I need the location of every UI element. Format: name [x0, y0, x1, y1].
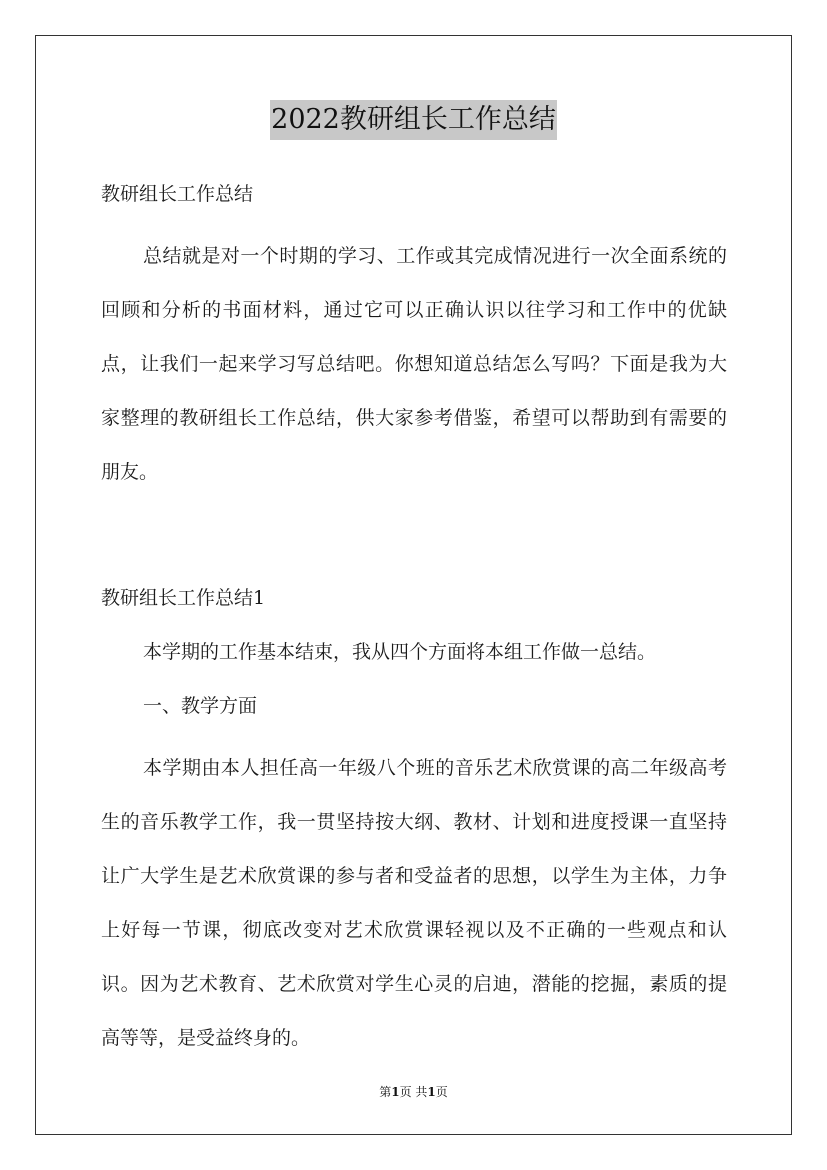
footer-page-suffix: 页 — [435, 1085, 448, 1099]
document-title: 2022教研组长工作总结 — [270, 100, 557, 140]
section1-paragraph: 本学期由本人担任高一年级八个班的音乐艺术欣赏课的高二年级高考生的音乐教学工作，我一贯坚持按大纲、教材、计划和进度授课一直坚持让广大学生是艺术欣赏课的参与者和受益者的思想，以学生为主体，力争上好每一节课，彻底改变对艺术欣赏课轻视以及不正确的一些观点和认识。因为艺术教育、艺术欣赏对学生心灵的启迪，潜能的挖掘，素质的提高等等，是受益终身的。 — [101, 757, 727, 1049]
spacer — [101, 214, 727, 229]
document-body — [101, 175, 727, 1065]
section1-heading: 教研组长工作总结1 — [101, 587, 266, 609]
spacer — [101, 618, 727, 633]
intro-heading: 教研组长工作总结 — [101, 183, 254, 205]
spacer — [101, 499, 727, 579]
section1-opening: 本学期的工作基本结束，我从四个方面将本组工作做一总结。 — [143, 641, 657, 663]
intro-paragraph: 总结就是对一个时期的学习、工作或其完成情况进行一次全面系统的回顾和分析的书面材料，通过它可以正确认识以往学习和工作中的优缺点，让我们一起来学习写总结吧。你想知道总结怎么写吗？下面是我为大家整理的教研组长工作总结，供大家参考借鉴，希望可以帮助到有需要的朋友。 — [101, 245, 727, 483]
footer-page-total: 1 — [427, 1085, 436, 1099]
footer-page-current: 1 — [391, 1085, 400, 1099]
spacer — [101, 726, 727, 741]
footer-page-mid: 页 共 — [399, 1085, 428, 1099]
section1-subheading: 一、教学方面 — [143, 695, 258, 717]
page-footer — [0, 1083, 827, 1101]
spacer — [101, 672, 727, 687]
title-container — [0, 100, 827, 140]
footer-page-prefix: 第 — [379, 1085, 392, 1099]
